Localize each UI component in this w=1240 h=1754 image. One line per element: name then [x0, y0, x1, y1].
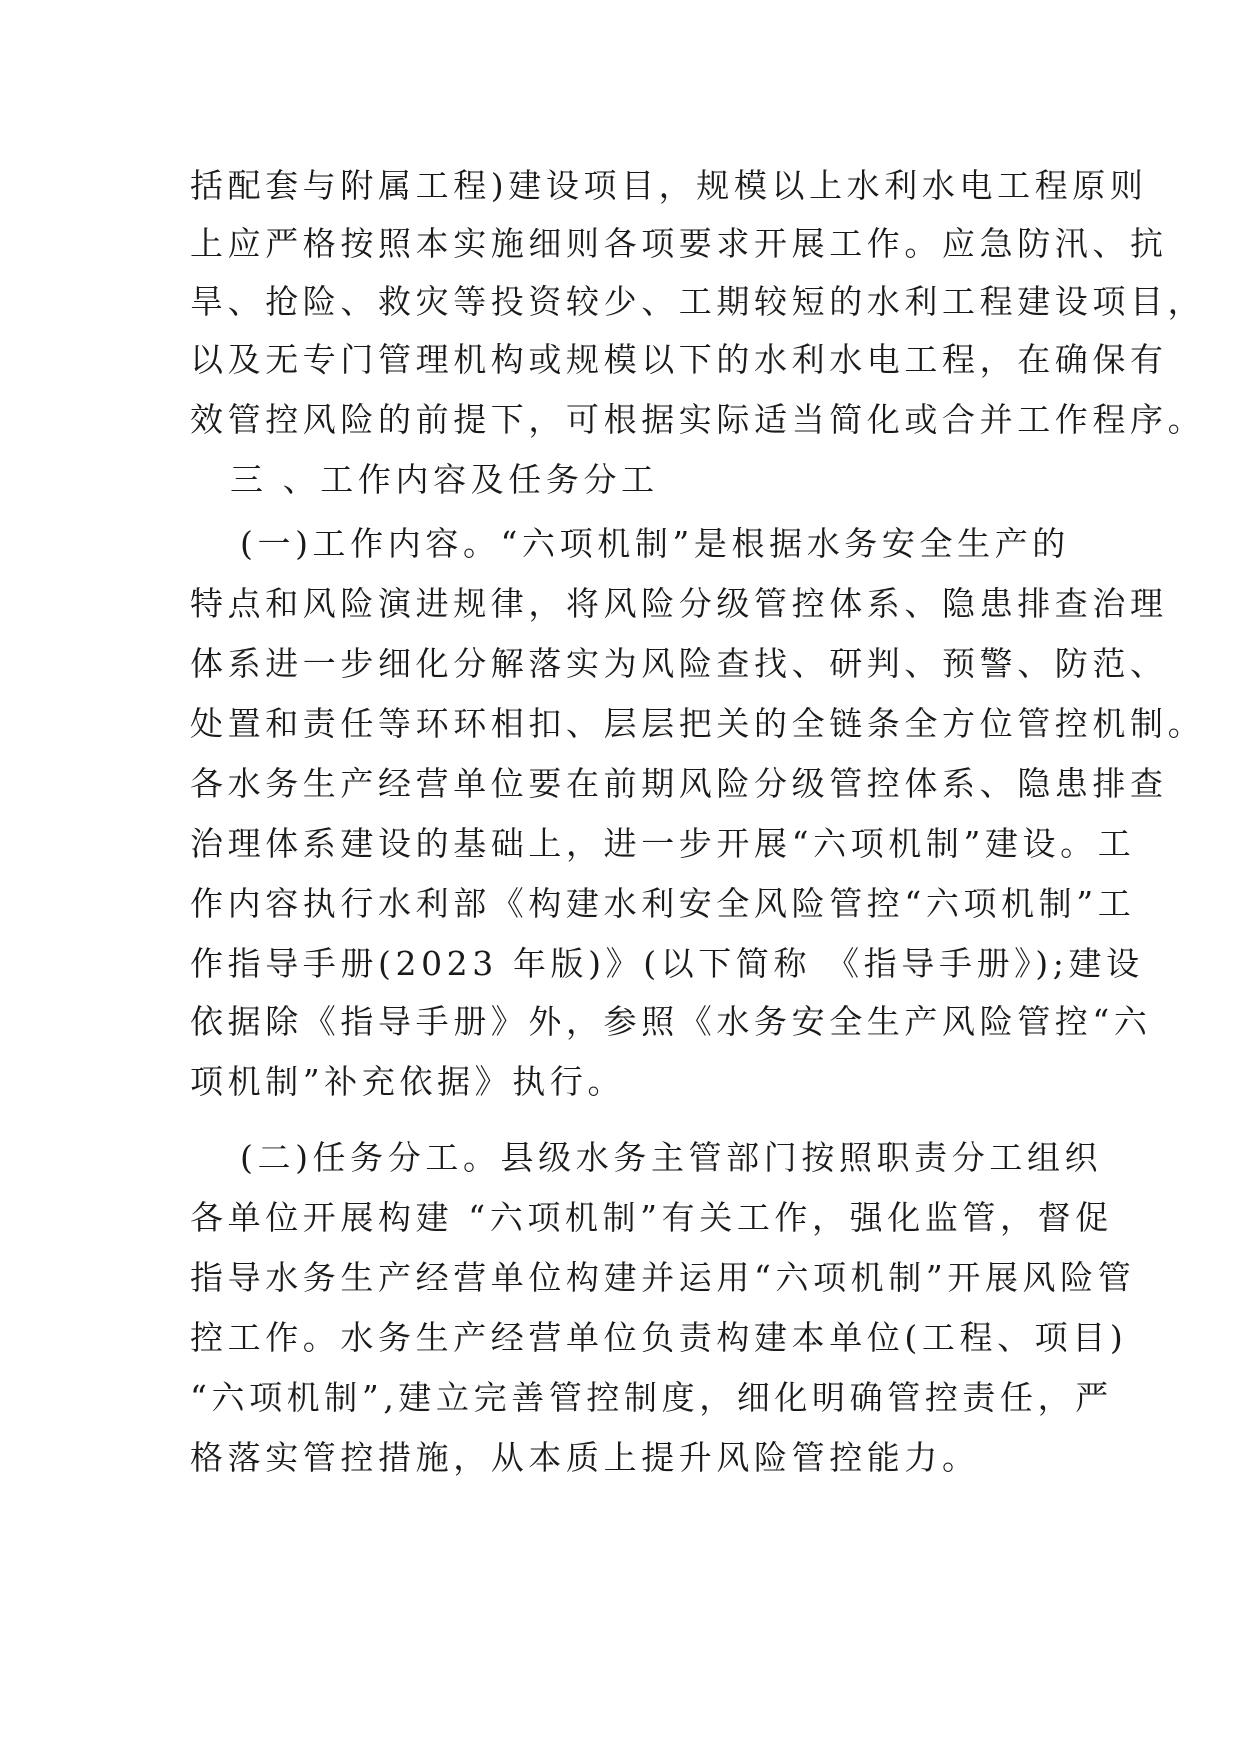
body-text-line: 控工作。水务生产经营单位负责构建本单位(工程、项目)	[190, 1318, 1128, 1357]
body-text-line: 作指导手册(2023 年版)》(以下简称 《指导手册》);建设	[190, 944, 1144, 983]
body-text-line: 治理体系建设的基础上，进一步开展“六项机制”建设。工	[190, 824, 1136, 863]
body-text-line: 体系进一步细化分解落实为风险查找、研判、预警、防范、	[190, 644, 1168, 683]
body-text-line: 上应严格按照本实施细则各项要求开展工作。应急防汛、抗	[190, 224, 1168, 263]
body-text-line: 作内容执行水利部《构建水利安全风险管控“六项机制”工	[190, 884, 1136, 923]
paragraph-heading-work-content: (一)工作内容。“六项机制”是根据水务安全生产的	[240, 524, 1070, 563]
body-text-line: 以及无专门管理机构或规模以下的水利水电工程，在确保有	[190, 340, 1168, 379]
body-text-line: 特点和风险演进规律，将风险分级管控体系、隐患排查治理	[190, 584, 1168, 623]
body-text-line: 旱、抢险、救灾等投资较少、工期较短的水利工程建设项目，	[190, 282, 1206, 321]
body-text-line: “六项机制”,建立完善管控制度，细化明确管控责任，严	[190, 1378, 1113, 1417]
body-text-line: 格落实管控措施，从本质上提升风险管控能力。	[190, 1438, 980, 1477]
body-text-line: 项机制”补充依据》执行。	[190, 1062, 626, 1101]
body-text-line: 处置和责任等环环相扣、层层把关的全链条全方位管控机制。	[190, 704, 1206, 743]
paragraph-heading-task-division: (二)任务分工。县级水务主管部门按照职责分工组织	[240, 1138, 1103, 1177]
body-text-line: 各水务生产经营单位要在前期风险分级管控体系、隐患排查	[190, 764, 1168, 803]
section-heading: 三 、工作内容及任务分工	[230, 460, 659, 499]
body-text-line: 各单位开展构建 “六项机制”有关工作，强化监管，督促	[190, 1198, 1113, 1237]
body-text-line: 效管控风险的前提下，可根据实际适当简化或合并工作程序。	[190, 400, 1206, 439]
body-text-line: 括配套与附属工程)建设项目，规模以上水利水电工程原则	[190, 166, 1148, 205]
body-text-line: 指导水务生产经营单位构建并运用“六项机制”开展风险管	[190, 1258, 1136, 1297]
body-text-line: 依据除《指导手册》外，参照《水务安全生产风险管控“六	[190, 1002, 1152, 1041]
